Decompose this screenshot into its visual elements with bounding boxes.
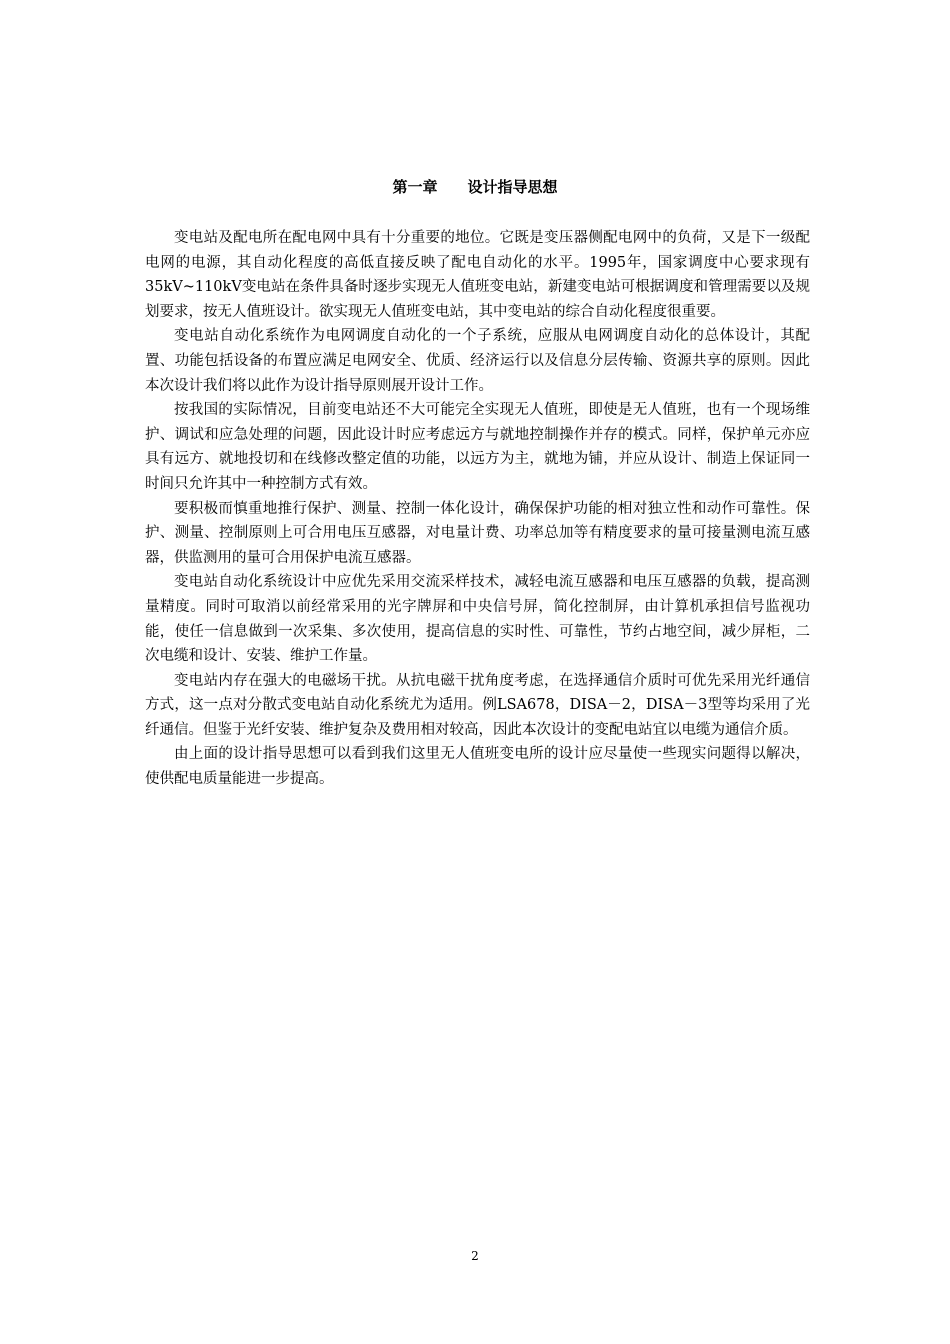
paragraph-1: 变电站及配电所在配电网中具有十分重要的地位。它既是变压器侧配电网中的负荷，又是下一级配电网的电源，其自动化程度的高低直接反映了配电自动化的水平。1995年，国家调度中心要求现有35kV~110kV变电站在条件具备时逐步实现无人值班变电站，新建变电站可根据调度和管理需要以及规划要求，按无人值班设计。欲实现无人值班变电站，其中变电站的综合自动化程度很重要。	[145, 230, 810, 320]
body-text	[145, 226, 810, 792]
paragraph-5: 变电站自动化系统设计中应优先采用交流采样技术，减轻电流互感器和电压互感器的负载，提高测量精度。同时可取消以前经常采用的光字牌屏和中央信号屏，简化控制屏，由计算机承担信号监视功能，使任一信息做到一次采集、多次使用，提高信息的实时性、可靠性，节约占地空间，减少屏柜，二次电缆和设计、安装、维护工作量。	[145, 574, 810, 665]
paragraph-4: 要积极而慎重地推行保护、测量、控制一体化设计，确保保护功能的相对独立性和动作可靠性。保护、测量、控制原则上可合用电压互感器，对电量计费、功率总加等有精度要求的量可接量测电流互感器，供监测用的量可合用保护电流互感器。	[145, 500, 810, 566]
chapter-title: 第一章 设计指导思想	[392, 178, 558, 196]
paragraph-2: 变电站自动化系统作为电网调度自动化的一个子系统，应服从电网调度自动化的总体设计，其配置、功能包括设备的布置应满足电网安全、优质、经济运行以及信息分层传输、资源共享的原则。因此本次设计我们将以此作为设计指导原则展开设计工作。	[145, 328, 810, 394]
paragraph-7: 由上面的设计指导思想可以看到我们这里无人值班变电所的设计应尽量使一些现实问题得以解决，使供配电质量能进一步提高。	[145, 746, 810, 788]
paragraph-3: 按我国的实际情况，目前变电站还不大可能完全实现无人值班，即使是无人值班，也有一个现场维护、调试和应急处理的问题，因此设计时应考虑远方与就地控制操作并存的模式。同样，保护单元亦应具有远方、就地投切和在线修改整定值的功能，以远方为主，就地为铺，并应从设计、制造上保证同一时间只允许其中一种控制方式有效。	[145, 402, 810, 492]
paragraph-6: 变电站内存在强大的电磁场干扰。从抗电磁干扰角度考虑，在选择通信介质时可优先采用光纤通信方式，这一点对分散式变电站自动化系统尤为适用。例LSA678，DISA－2，DISA－3型等均采用了光纤通信。但鉴于光纤安装、维护复杂及费用相对较高，因此本次设计的变配电站宜以电缆为通信介质。	[145, 672, 810, 738]
page-number: 2	[471, 1249, 479, 1263]
